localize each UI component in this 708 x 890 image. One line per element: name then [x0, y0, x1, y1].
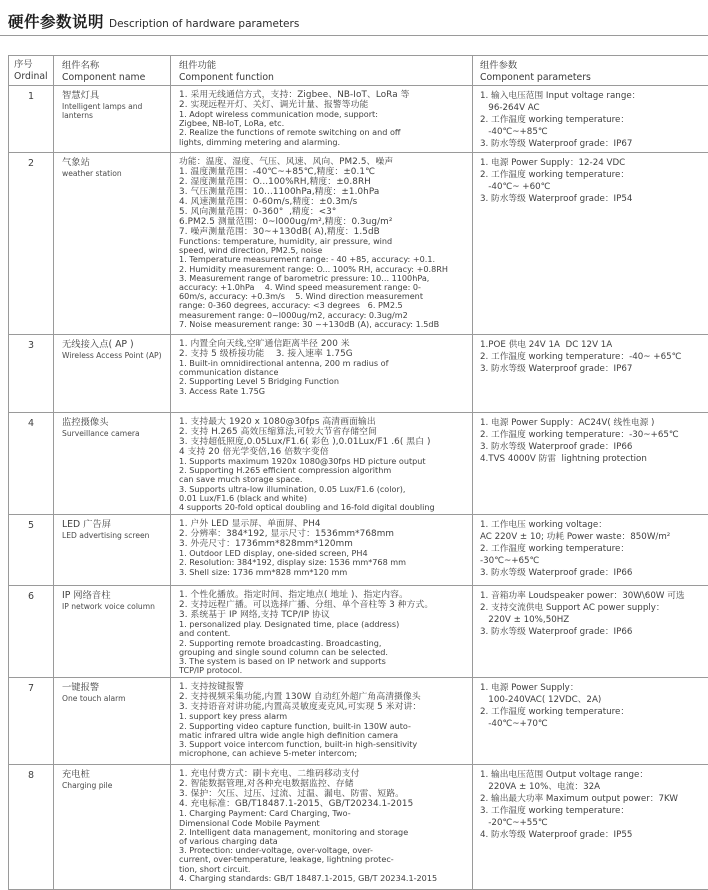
function-line-en: 3. Access Rate 1.75G [179, 385, 265, 396]
ordinal-cell: 6 [9, 586, 54, 677]
parameter-line: 2. 工作温度 working temperature： [480, 544, 630, 555]
function-line-cn: 2. 支持远程广播。可以选择广播、分组、单个音柱等 3 种方式。 [179, 600, 434, 611]
table-row [9, 153, 708, 335]
function-line-en: 1. support key press alarm [179, 711, 288, 722]
component-parameters-cell [473, 86, 708, 152]
function-line-en: 0.01 Lux/F1.6 (black and white) [179, 492, 308, 503]
function-line-en: current, over-temperature, leakage, lightning protec- [179, 854, 394, 865]
function-line-en: accuracy: +1.0hPa 4. Wind speed measurement range: 0- [179, 282, 421, 293]
component-name-cell [54, 86, 171, 152]
parameter-line: 3. 防水等级 Waterproof grade：IP66 [480, 442, 633, 452]
function-line-en: Zigbee, NB-IoT, LoRa, etc. [179, 118, 285, 129]
table-header-row [9, 56, 708, 86]
function-line-en: 1. Charging Payment: Card Charging, Two- [179, 808, 351, 819]
parameter-line: -40℃~+70℃ [480, 719, 548, 730]
parameter-line: 4.TVS 4000V 防雷 lightning protection [480, 454, 647, 464]
table-row [9, 335, 708, 413]
parameter-line: 3. 防水等级 Waterproof grade：IP54 [480, 194, 633, 204]
function-line-en: 3. Support voice intercom function, built-in high-sensitivity [179, 739, 418, 750]
component-name-cn: 智慧灯具 [62, 90, 100, 101]
component-function-cell [171, 765, 473, 889]
table-row [9, 678, 708, 765]
function-line-cn: 6.PM2.5 测量范围：0~l000ug/m²,精度：0.3ug/m² [179, 217, 393, 227]
parameter-line: -40℃~+85℃ [480, 127, 548, 137]
header-parameters-en: Component parameters [480, 71, 591, 83]
component-function-cell [171, 153, 473, 334]
header-name-en: Component name [62, 71, 146, 83]
function-line-en: 1. Supports maximum 1920x 1080@30fps HD picture output [179, 456, 426, 466]
parameter-line: 1. 电源 Power Supply：AC24V( 线性电源 ) [480, 418, 655, 428]
function-line-en: 2. Humidity measurement range: O... 100% RH, accuracy: +0.8RH [179, 263, 448, 274]
parameter-line: 220VA ± 10%、电流：32A [480, 782, 601, 793]
function-line-cn: 4. 风速测量范围：0-60m/s,精度：±0.3m/s [179, 197, 358, 207]
function-line-en: microphone, can achieve 5-meter intercom; [179, 748, 358, 759]
parameter-line: 100-240VAC( 12VDC、2A) [480, 695, 602, 706]
function-line-en: matic infrared ultra wide angle high definition camera [179, 729, 399, 740]
component-name-cell [54, 413, 171, 514]
function-line-cn: 2. 支持视频采集功能,内置 130W 自动红外超广角高清摄像头 [179, 692, 421, 703]
header-parameters-cn: 组件参数 [480, 60, 518, 71]
page-subtitle: Description of hardware parameters [109, 18, 300, 30]
function-line-cn: 2. 智能数据管理,对各种充电数据监控、存储 [179, 779, 354, 790]
component-name-en: Intelligent lamps and lanterns [62, 102, 143, 120]
parameter-line: 1. 电源 Power Supply： [480, 683, 579, 694]
function-line-cn: 3. 支持语音对讲功能,内置高灵敏度麦克风,可实现 5 米对讲： [179, 702, 422, 713]
table-row [9, 86, 708, 153]
ordinal-cell: 8 [9, 765, 54, 889]
component-name-cell [54, 586, 171, 677]
ordinal-cell: 5 [9, 515, 54, 585]
function-line-cn: 4 支持 20 倍光学变倍,16 倍数字变倍 [179, 447, 329, 457]
parameters-table [8, 55, 708, 890]
component-name-cell [54, 678, 171, 764]
parameter-line: 1. 音箱功率 Loudspeaker power：30W\60W 可选 [480, 591, 685, 602]
function-line-cn: 1. 支持最大 1920 x 1080@30fps 高清画面输出 [179, 417, 376, 427]
parameter-line: 1.POE 供电 24V 1A DC 12V 1A [480, 340, 613, 350]
function-line-en: range: 0-360 degrees, accuracy: <3 degrees 6. PM2.5 [179, 300, 403, 311]
parameter-line: -40℃~ +60℃ [480, 182, 551, 192]
function-line-en: can save much storage space. [179, 474, 303, 485]
component-name-cn: IP 网络音柱 [62, 590, 111, 602]
parameter-line: -30℃~+65℃ [480, 556, 540, 567]
function-line-cn: 5. 风向测量范围：0-360° ,精度：<3° [179, 207, 337, 217]
header-parameters-cell [473, 56, 708, 85]
function-line-en: and content. [179, 628, 231, 639]
function-line-en: Dimensional Code Mobile Payment [179, 817, 320, 828]
function-line-en: 2. Resolution: 384*192, display size: 1536 mm*768 mm [179, 557, 407, 568]
function-line-en: of various charging data [179, 836, 278, 847]
component-name-en: weather station [62, 169, 122, 178]
function-line-en: 4 supports 20-fold optical doubling and 16-fold digital doubling [179, 502, 435, 513]
function-line-en: communication distance [179, 367, 279, 378]
function-line-cn: 3. 系统基于 IP 网络,支持 TCP/IP 协议 [179, 610, 330, 621]
page-header [0, 10, 708, 32]
parameter-line: 3. 防水等级 Waterproof grade：IP66 [480, 627, 633, 638]
component-name-cn: 气象站 [62, 157, 90, 168]
function-line-en: 3. Shell size: 1736 mm*828 mm*120 mm [179, 566, 348, 577]
component-parameters-cell [473, 515, 708, 585]
function-line-en: 1. personalized play. Designated time, place (address) [179, 619, 400, 630]
component-function-cell [171, 335, 473, 412]
parameter-line: 3. 防水等级 Waterproof grade：IP67 [480, 139, 633, 149]
function-line-en: 1. Built-in omnidirectional antenna, 200 m radius of [179, 358, 389, 368]
parameter-line: AC 220V ± 10; 功耗 Power waste：850W/m² [480, 532, 671, 543]
parameter-line: 2. 工作温度 working temperature： [480, 707, 630, 718]
component-name-en: Surveillance camera [62, 429, 140, 438]
component-parameters-cell [473, 586, 708, 677]
header-ordinal-cell [9, 56, 54, 85]
ordinal-cell: 4 [9, 413, 54, 514]
parameter-line: -20℃~+55℃ [480, 818, 548, 829]
parameter-line: 1. 工作电压 working voltage： [480, 520, 607, 531]
parameter-line: 1. 电源 Power Supply：12-24 VDC [480, 158, 626, 168]
function-line-en: 1. Temperature measurement range: - 40 +85, accuracy: +0.1. [179, 254, 436, 265]
function-line-en: 2. Intelligent data management, monitoring and storage [179, 826, 409, 837]
header-function-en: Component function [179, 71, 274, 83]
component-function-cell [171, 515, 473, 585]
page-title: 硬件参数说明 [8, 13, 105, 31]
parameter-line: 3. 防水等级 Waterproof grade：IP67 [480, 364, 633, 374]
function-line-cn: 1. 支持按键报警 [179, 682, 244, 693]
function-line-en: 3. Measurement range of barometric pressure: 10... 1100hPa, [179, 272, 430, 283]
component-name-cn: LED 广告屏 [62, 519, 112, 531]
component-parameters-cell [473, 153, 708, 334]
component-name-en: Charging pile [62, 781, 113, 791]
component-name-cell [54, 515, 171, 585]
function-line-en: 60m/s, accuracy: +0.3m/s 5. Wind direction measurement [179, 291, 423, 302]
component-function-cell [171, 678, 473, 764]
table-row [9, 413, 708, 515]
parameter-line: 2. 工作温度 working temperature：-30~+65℃ [480, 430, 679, 440]
header-function-cn: 组件功能 [179, 60, 217, 71]
header-name-cn: 组件名称 [62, 60, 100, 71]
function-line-cn: 1. 充电付费方式：刷卡充电、二维码移动支付 [179, 769, 360, 780]
component-name-en: Wireless Access Point (AP) [62, 351, 162, 360]
function-line-cn: 1. 温度测量范围：-40℃~+85℃,精度：±0.1℃ [179, 167, 376, 177]
parameter-line: 2. 输出最大功率 Maximum output power：7KW [480, 794, 678, 805]
parameter-line: 1. 输出电压范围 Output voltage range： [480, 770, 649, 781]
table-row [9, 765, 708, 890]
component-name-cn: 无线接入点( AP ) [62, 339, 134, 350]
function-line-cn: 7. 噪声测量范围：30~+130dB( A),精度：1.5dB [179, 227, 380, 237]
function-line-cn: 1. 采用无线通信方式，支持：Zigbee、NB-IoT、LoRa 等 [179, 90, 410, 100]
parameter-line: 2. 工作温度 working temperature： [480, 115, 630, 125]
function-line-en: 2. Supporting Level 5 Bridging Function [179, 376, 339, 387]
function-line-cn: 2. 支持 5 级桥接功能 3. 接入速率 1.75G [179, 349, 353, 359]
component-name-cn: 一键报警 [62, 682, 100, 694]
function-line-en: speed, wind direction, PM2.5, noise [179, 245, 323, 256]
parameter-line: 3. 工作温度 working temperature： [480, 806, 630, 817]
component-function-cell [171, 413, 473, 514]
header-ordinal-cn: 序号 [14, 59, 33, 70]
function-line-en: 2. Supporting remote broadcasting. Broadcasting, [179, 637, 382, 648]
component-parameters-cell [473, 413, 708, 514]
table-row [9, 515, 708, 586]
header-name-cell [54, 56, 171, 85]
function-line-cn: 1. 个性化播放。指定时间、指定地点( 地址 )、指定内容。 [179, 590, 408, 601]
parameter-line: 2. 工作温度 working temperature： [480, 170, 630, 180]
component-name-cn: 充电桩 [62, 769, 90, 781]
component-name-cn: 监控摄像头 [62, 417, 109, 428]
table-row [9, 586, 708, 678]
function-line-cn: 3. 支持超低照度,0.05Lux/F1.6( 彩色 ),0.01Lux/F1 .6( 黑白 ) [179, 437, 431, 447]
component-name-en: LED advertising screen [62, 531, 150, 541]
component-name-cell [54, 765, 171, 889]
parameter-line: 2. 支持交流供电 Support AC power supply： [480, 603, 665, 614]
parameter-line: 4. 防水等级 Waterproof grade：IP55 [480, 830, 633, 841]
function-line-en: measurement range: 0~l000ug/m2, accuracy: 0.3ug/m2 [179, 309, 408, 320]
ordinal-cell: 7 [9, 678, 54, 764]
function-line-en: 3. The system is based on IP network and supports [179, 656, 386, 667]
component-parameters-cell [473, 765, 708, 889]
component-name-cell [54, 335, 171, 412]
component-function-cell [171, 86, 473, 152]
component-function-cell [171, 586, 473, 677]
parameter-line: 3. 防水等级 Waterproof grade：IP66 [480, 568, 633, 579]
function-line-en: tion, short circuit. [179, 863, 251, 874]
function-line-en: 1. Adopt wireless communication mode, support: [179, 109, 378, 119]
component-name-en: IP network voice column [62, 602, 155, 612]
parameter-line: 2. 工作温度 working temperature：-40~ +65℃ [480, 352, 682, 362]
function-line-cn: 3. 气压测量范围：10...1100hPa,精度：±1.0hPa [179, 187, 380, 197]
title-divider [0, 35, 708, 36]
function-line-en: 2. Supporting video capture function, built-in 130W auto- [179, 720, 411, 731]
component-name-en: One touch alarm [62, 694, 126, 704]
function-line-cn: 1. 内置全向天线,空旷通信距离半径 200 米 [179, 339, 350, 349]
function-line-en: lights, dimming metering and alarming. [179, 136, 341, 147]
parameter-line: 1. 输入电压范围 Input voltage range： [480, 91, 641, 101]
function-line-cn: 1. 户外 LED 显示屏、单面屏、PH4 [179, 519, 321, 530]
function-line-cn: 2. 实现远程开灯、关灯、调光计量、报警等功能 [179, 100, 369, 110]
function-line-cn: 2. 分辨率：384*192, 显示尺寸：1536mm*768mm [179, 529, 395, 540]
function-line-cn: 2. 湿度测量范围：O...100%RH,精度：±0.8RH [179, 177, 371, 187]
header-ordinal-en: Ordinal [14, 70, 48, 82]
function-line-en: grouping and single sound column can be selected. [179, 646, 388, 657]
function-line-cn: 3. 外壳尺寸：1736mm*828mm*120mm [179, 539, 353, 550]
parameter-line: 220V ± 10%,50HZ [480, 615, 570, 626]
function-line-cn: 3. 保护：欠压、过压、过流、过温、漏电、防雷、短路。 [179, 789, 405, 800]
component-parameters-cell [473, 335, 708, 412]
component-parameters-cell [473, 678, 708, 764]
function-line-en: 3. Protection: under-voltage, over-voltage, over- [179, 845, 373, 856]
function-line-en: 4. Charging standards: GB/T 18487.1-2015, GB/T 20234.1-2015 [179, 872, 438, 883]
function-line-cn: 功能：温度、湿度、气压、风速、风向、PM2.5、噪声 [179, 157, 394, 167]
function-line-en: 2. Supporting H.265 efficient compression algorithm [179, 465, 392, 476]
function-line-en: 2. Realize the functions of remote switching on and off [179, 127, 401, 138]
function-line-en: TCP/IP protocol. [179, 665, 243, 676]
parameter-line: 96-264V AC [480, 103, 540, 113]
ordinal-cell: 2 [9, 153, 54, 334]
function-line-en: 7. Noise measurement range: 30 ~+130dB (A), accuracy: 1.5dB [179, 318, 440, 329]
header-function-cell [171, 56, 473, 85]
function-line-cn: 4. 充电标准：GB/T18487.1-2015、GB/T20234.1-2015 [179, 799, 414, 810]
ordinal-cell: 1 [9, 86, 54, 152]
ordinal-cell: 3 [9, 335, 54, 412]
function-line-en: 3. Supports ultra-low illumination, 0.05 Lux/F1.6 (color), [179, 483, 406, 494]
table-body [9, 86, 708, 890]
function-line-en: 1. Outdoor LED display, one-sided screen, PH4 [179, 548, 368, 559]
function-line-en: Functions: temperature, humidity, air pressure, wind [179, 236, 393, 246]
component-name-cell [54, 153, 171, 334]
function-line-cn: 2. 支持 H.265 高效压缩算法,可较大节省存储空间 [179, 427, 377, 437]
